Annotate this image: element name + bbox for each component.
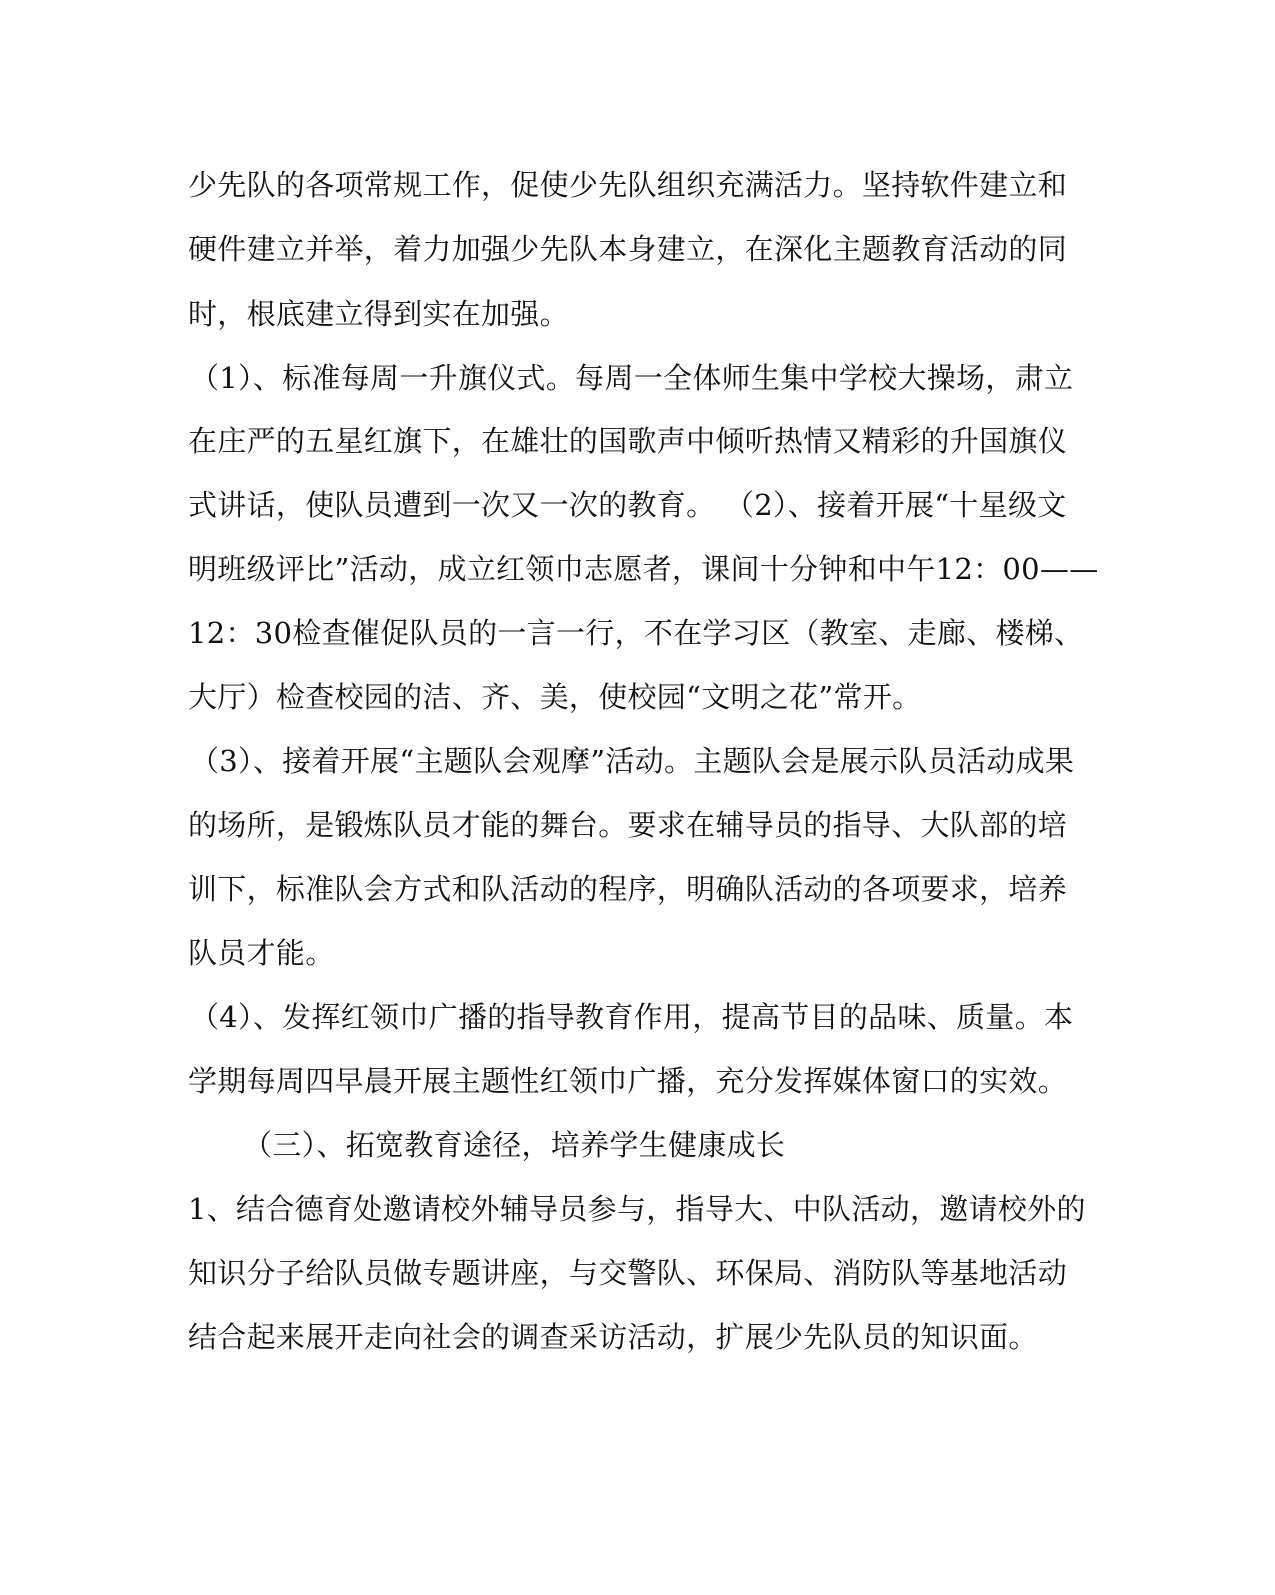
text-line: 硬件建立并举，着力加强少先队本身建立，在深化主题教育活动的同	[188, 232, 1068, 266]
text-line: 训下，标准队会方式和队活动的程序，明确队活动的各项要求，培养	[188, 872, 1068, 906]
text-line: 式讲话，使队员遭到一次又一次的教育。 （2）、接着开展“十星级文	[188, 488, 1067, 522]
text-line: 的场所，是锻炼队员才能的舞台。要求在辅导员的指导、大队部的培	[188, 808, 1068, 842]
text-line: 大厅）检查校园的洁、齐、美，使校园“文明之花”常开。	[188, 680, 922, 714]
text-line: （4）、发挥红领巾广播的指导教育作用，提高节目的品味、质量。本	[190, 1000, 1074, 1034]
section-heading: （三）、拓宽教育途径，培养学生健康成长	[243, 1128, 786, 1162]
text-line: 少先队的各项常规工作，促使少先队组织充满活力。坚持软件建立和	[188, 168, 1068, 202]
text-line: 队员才能。	[188, 936, 335, 970]
text-line: 明班级评比”活动，成立红领巾志愿者，课间十分钟和中午12：00——	[188, 552, 1099, 586]
text-line: 在庄严的五星红旗下，在雄壮的国歌声中倾听热情又精彩的升国旗仪	[188, 424, 1068, 458]
text-line: 结合起来展开走向社会的调查采访活动，扩展少先队员的知识面。	[188, 1320, 1038, 1354]
text-line: 学期每周四早晨开展主题性红领巾广播，充分发挥媒体窗口的实效。	[188, 1064, 1068, 1098]
text-line: （1）、标准每周一升旗仪式。每周一全体师生集中学校大操场，肃立	[190, 361, 1074, 395]
text-line: 知识分子给队员做专题讲座，与交警队、环保局、消防队等基地活动	[188, 1256, 1068, 1290]
text-line: （3）、接着开展“主题队会观摩”活动。主题队会是展示队员活动成果	[190, 744, 1075, 778]
text-line: 时，根底建立得到实在加强。	[188, 297, 569, 331]
text-line: 1、结合德育处邀请校外辅导员参与，指导大、中队活动，邀请校外的	[188, 1192, 1086, 1226]
text-line: 12：30检查催促队员的一言一行，不在学习区（教室、走廊、楼梯、	[188, 616, 1084, 650]
